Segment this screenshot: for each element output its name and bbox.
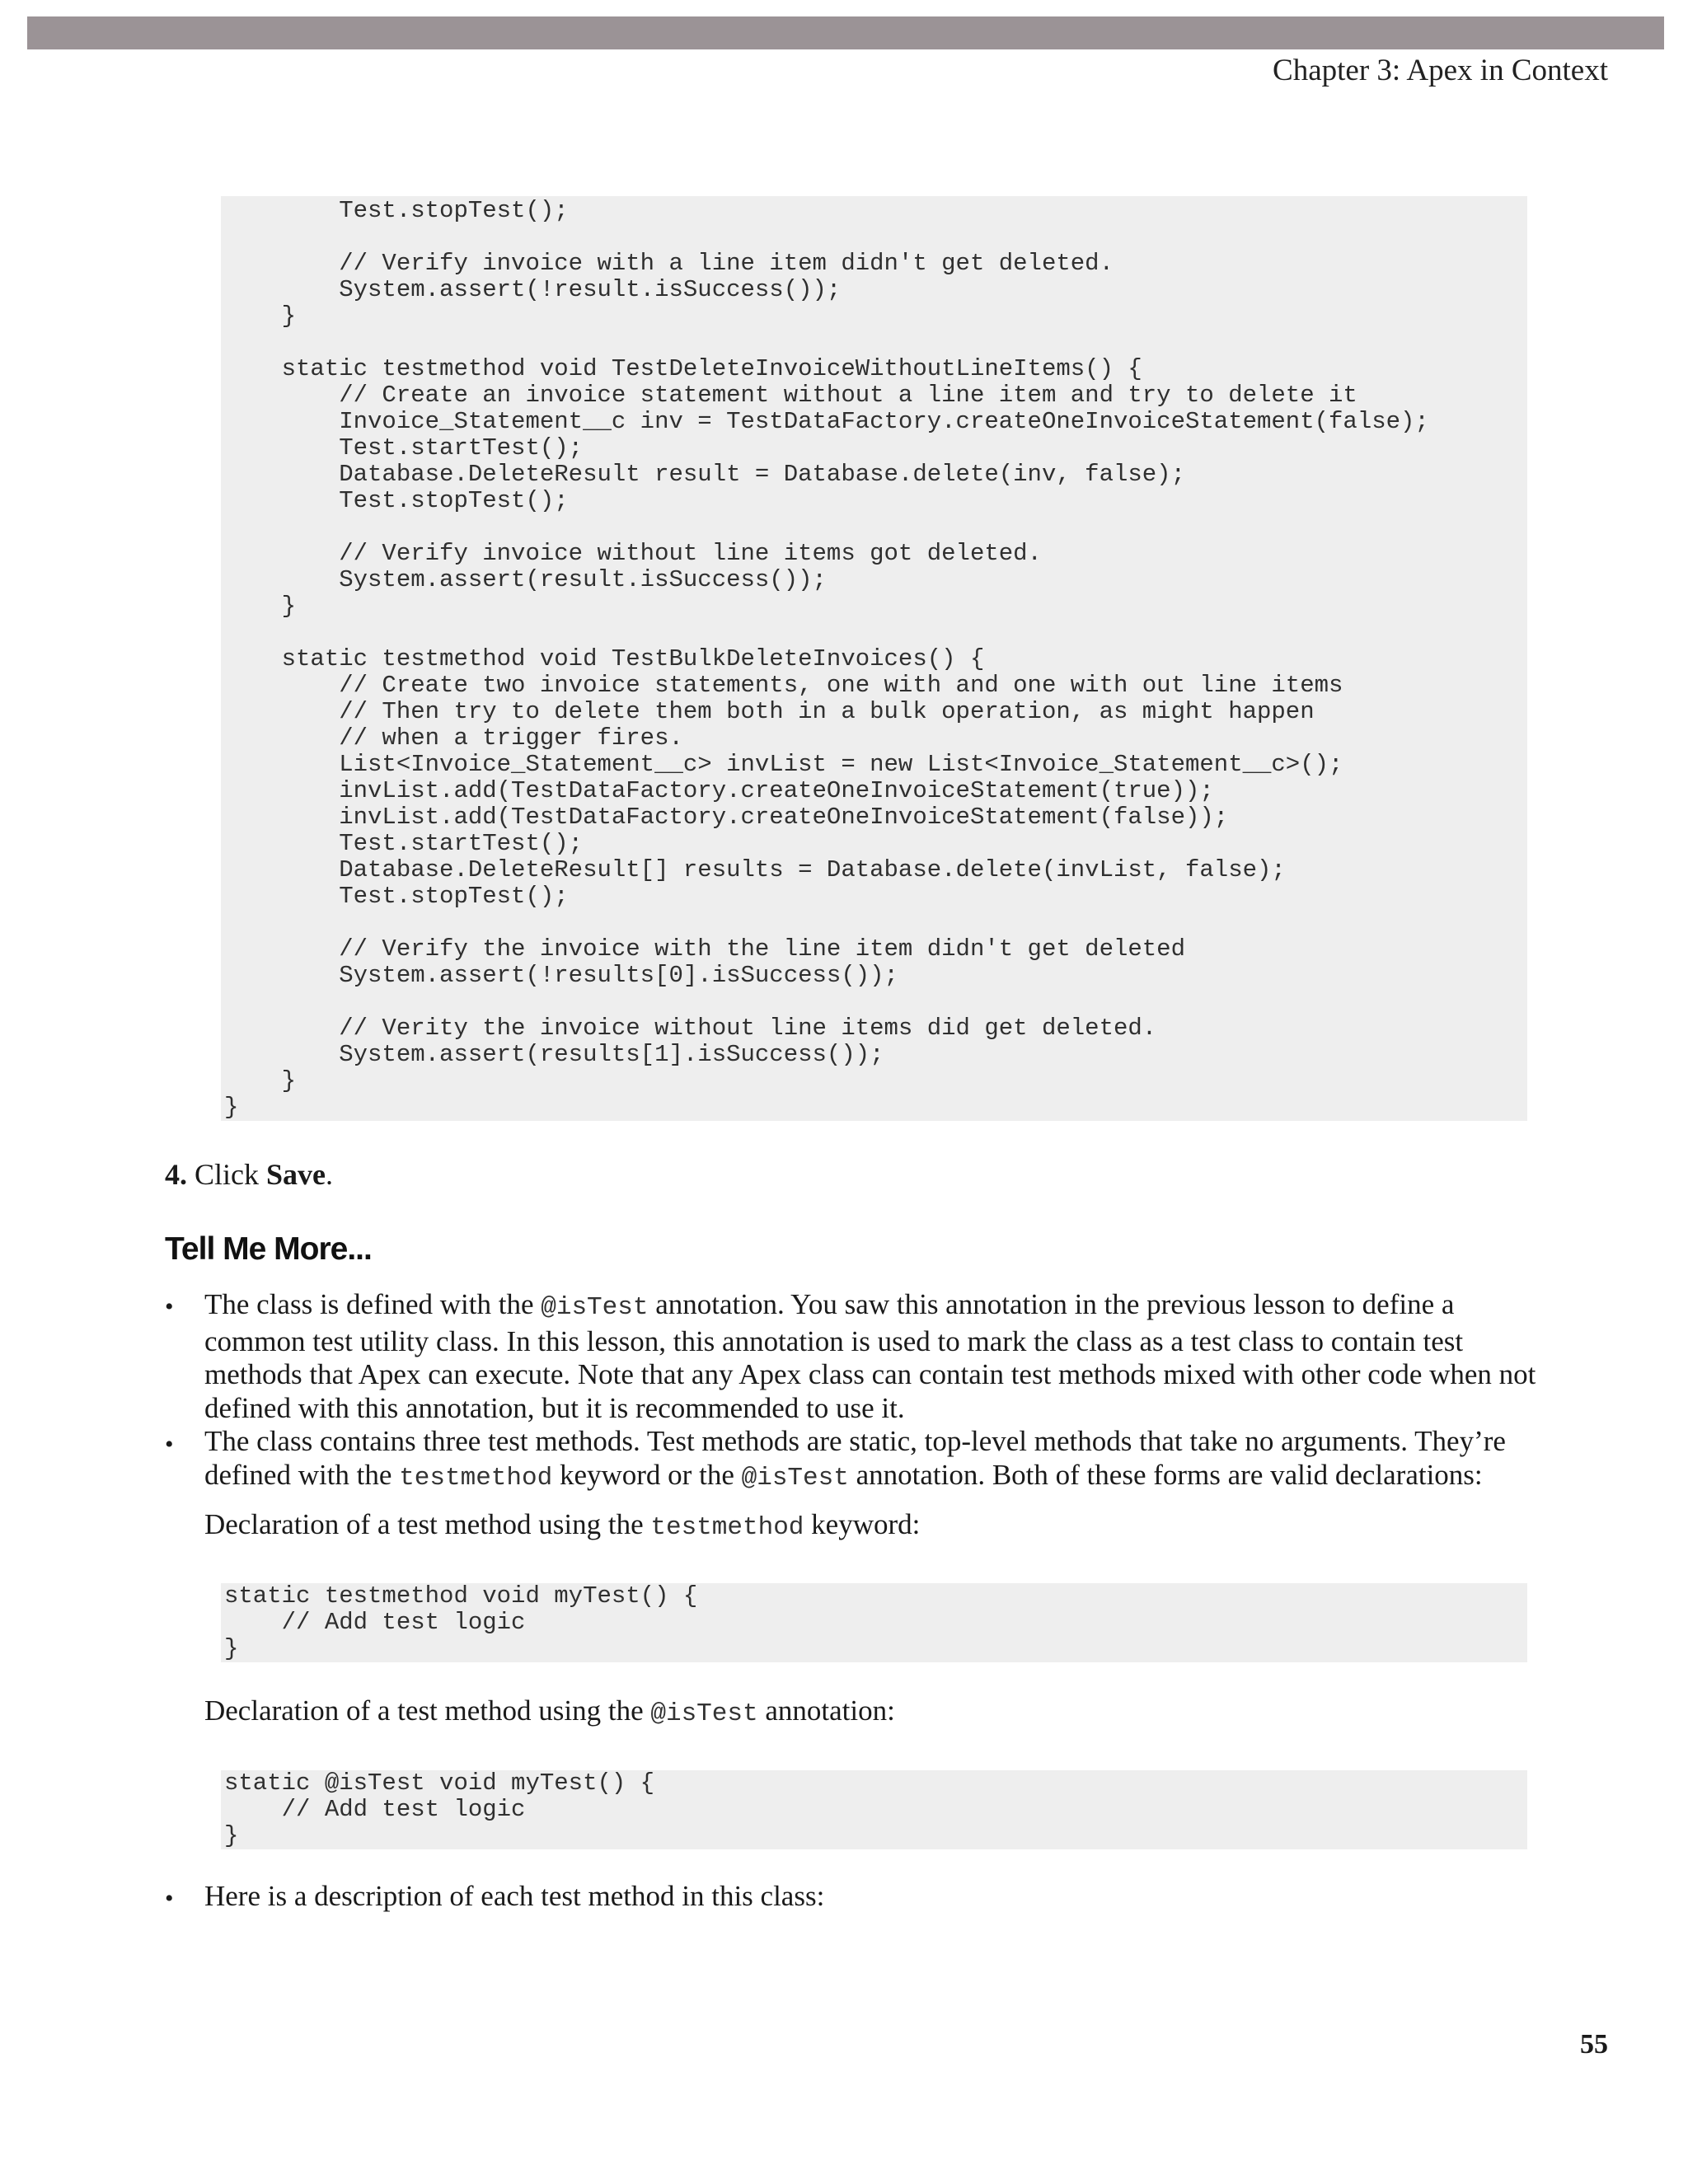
step-number: 4. bbox=[165, 1158, 187, 1191]
bullet-2-text-a: The class contains three test methods. Test methods are static, top-level methods that take no arguments. They’re defined with the bbox=[204, 1425, 1506, 1491]
code-line: // Verify the invoice with the line item didn't get deleted bbox=[224, 935, 1185, 963]
code-line: // when a trigger fires. bbox=[224, 724, 683, 752]
code-line bbox=[224, 330, 1527, 356]
code-line: Test.startTest(); bbox=[224, 830, 584, 857]
code-line: // Create two invoice statements, one with and one with out line items bbox=[224, 672, 1343, 699]
bullet-dot-2: • bbox=[165, 1431, 174, 1458]
header-bar bbox=[27, 16, 1664, 49]
code-example-testmethod bbox=[221, 1583, 1527, 1662]
code-line: // Add test logic bbox=[224, 1796, 526, 1823]
section-heading: Tell Me More... bbox=[165, 1231, 372, 1267]
declaration-1-text-b: keyword: bbox=[804, 1508, 921, 1540]
code-line bbox=[224, 224, 1527, 251]
code-line: } bbox=[224, 302, 297, 330]
code-line: Database.DeleteResult result = Database.delete(inv, false); bbox=[224, 461, 1185, 488]
bullet-2-text-c: annotation. Both of these forms are valid declarations: bbox=[848, 1458, 1483, 1491]
declaration-1-text-a: Declaration of a test method using the bbox=[204, 1508, 651, 1540]
code-line: static @isTest void myTest() { bbox=[224, 1770, 655, 1797]
bullet-2-text-b: keyword or the bbox=[552, 1458, 742, 1491]
code-line: Invoice_Statement__c inv = TestDataFactory.createOneInvoiceStatement(false); bbox=[224, 408, 1429, 435]
bullet-2-code-b: @isTest bbox=[741, 1463, 849, 1493]
code-line: // Verify invoice without line items got deleted. bbox=[224, 540, 1042, 567]
code-line: List<Invoice_Statement__c> invList = new List<Invoice_Statement__c>(); bbox=[224, 751, 1343, 778]
bullet-1-text-a: The class is defined with the bbox=[204, 1288, 542, 1320]
bullet-3: Here is a description of each test method in this class: bbox=[204, 1880, 825, 1912]
code-line: } bbox=[224, 1822, 239, 1849]
declaration-1-code: testmethod bbox=[650, 1513, 804, 1542]
code-line: Test.stopTest(); bbox=[224, 487, 569, 514]
code-line: // Then try to delete them both in a bulk operation, as might happen bbox=[224, 698, 1315, 725]
code-line: } bbox=[224, 1635, 239, 1662]
code-line: invList.add(TestDataFactory.createOneInvoiceStatement(true)); bbox=[224, 777, 1214, 804]
declaration-2 bbox=[204, 1694, 895, 1728]
declaration-2-code: @isTest bbox=[650, 1699, 758, 1728]
bullet-dot-1: • bbox=[165, 1293, 174, 1320]
code-line: // Create an invoice statement without a line item and try to delete it bbox=[224, 382, 1357, 409]
code-line: Test.stopTest(); bbox=[224, 883, 569, 910]
bullet-1 bbox=[204, 1288, 1548, 1425]
code-line bbox=[224, 989, 1527, 1015]
code-line bbox=[224, 514, 1527, 541]
code-line bbox=[224, 910, 1527, 936]
code-line: static testmethod void TestDeleteInvoiceWithoutLineItems() { bbox=[224, 355, 1142, 382]
code-line: static testmethod void myTest() { bbox=[224, 1583, 698, 1610]
declaration-2-text-a: Declaration of a test method using the bbox=[204, 1694, 651, 1727]
step-text: Click bbox=[195, 1158, 259, 1191]
chapter-title: Chapter 3: Apex in Context bbox=[1273, 54, 1608, 87]
code-line: } bbox=[224, 593, 297, 620]
code-line: System.assert(result.isSuccess()); bbox=[224, 566, 827, 593]
code-line: System.assert(results[1].isSuccess()); bbox=[224, 1041, 884, 1068]
declaration-1 bbox=[204, 1508, 920, 1542]
bullet-1-code: @isTest bbox=[541, 1293, 649, 1322]
code-line: Test.startTest(); bbox=[224, 434, 584, 462]
code-line bbox=[224, 620, 1527, 646]
bullet-dot-3: • bbox=[165, 1885, 174, 1912]
bullet-1-text-b: annotation. You saw this annotation in the previous lesson to define a common test utility class. In this lesson, this annotation is used to mark the class as a test class to contain test methods that Apex can execute. Note that any Apex class can contain test methods mixed with other code when not defined with this annotation, but it is recommended to use it. bbox=[204, 1288, 1536, 1424]
code-line: // Verify invoice with a line item didn't get deleted. bbox=[224, 250, 1114, 277]
code-block-main bbox=[221, 196, 1527, 1121]
bullet-2 bbox=[204, 1425, 1548, 1495]
code-line: invList.add(TestDataFactory.createOneInvoiceStatement(false)); bbox=[224, 804, 1229, 831]
code-line: Database.DeleteResult[] results = Database.delete(invList, false); bbox=[224, 856, 1286, 883]
code-line: } bbox=[224, 1067, 297, 1094]
code-line: static testmethod void TestBulkDeleteInvoices() { bbox=[224, 645, 985, 673]
code-line: } bbox=[224, 1094, 239, 1121]
page-number: 55 bbox=[1580, 2029, 1608, 2060]
code-line: System.assert(!result.isSuccess()); bbox=[224, 276, 842, 303]
code-line: Test.stopTest(); bbox=[224, 197, 569, 224]
code-line: System.assert(!results[0].isSuccess()); bbox=[224, 962, 898, 989]
code-example-istest bbox=[221, 1770, 1527, 1849]
step-4 bbox=[165, 1157, 333, 1192]
code-line: // Verity the invoice without line items did get deleted. bbox=[224, 1015, 1157, 1042]
code-line: // Add test logic bbox=[224, 1609, 526, 1636]
bullet-2-code-a: testmethod bbox=[399, 1463, 553, 1493]
declaration-2-text-b: annotation: bbox=[757, 1694, 895, 1727]
save-label: Save bbox=[266, 1158, 326, 1191]
step-end: . bbox=[326, 1158, 333, 1191]
